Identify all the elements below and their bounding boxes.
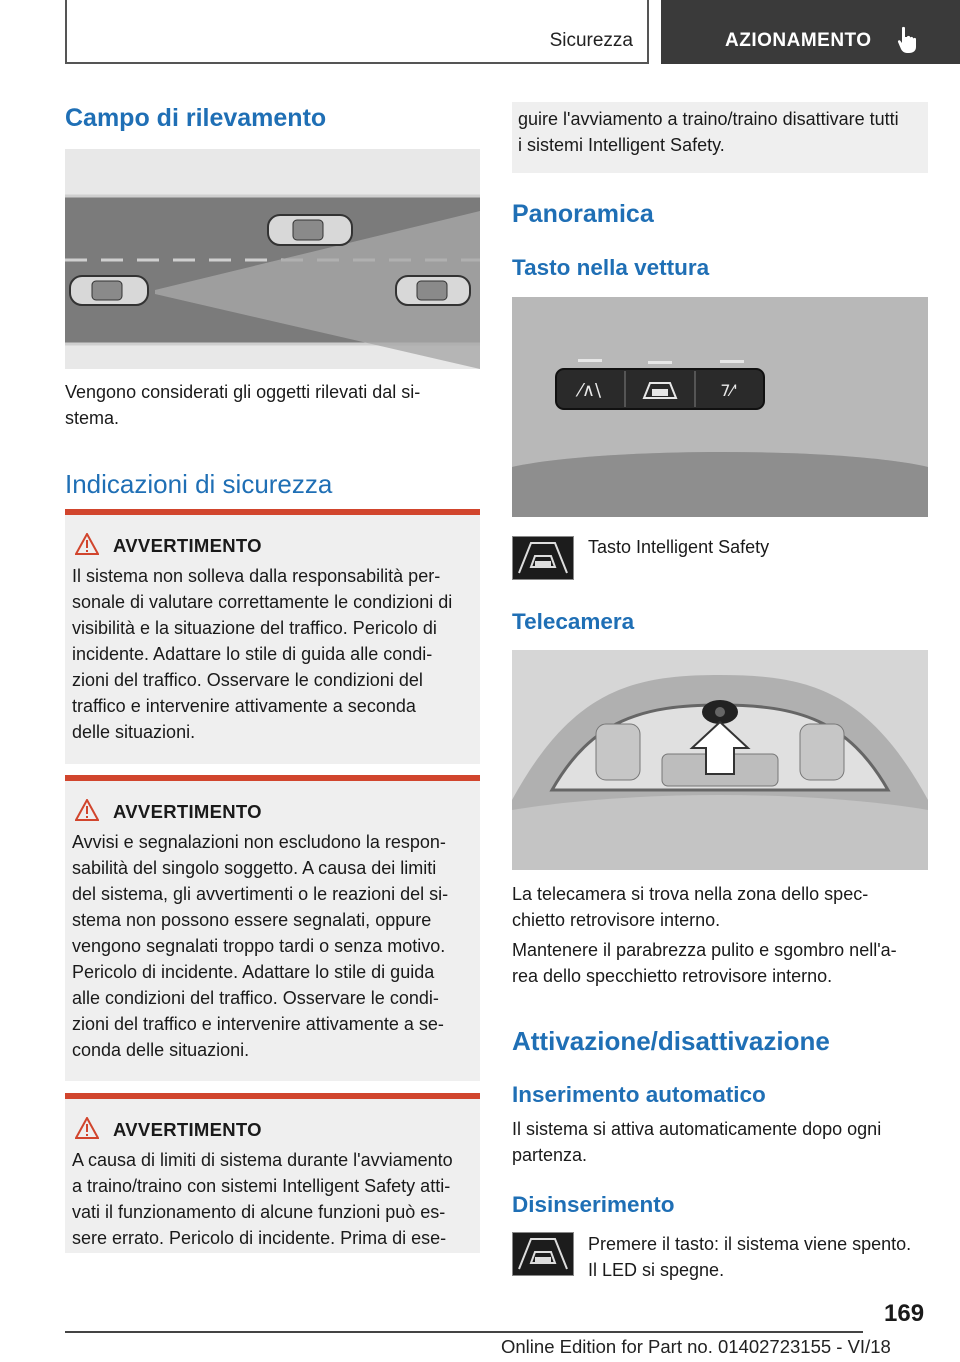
hand-pointer-icon xyxy=(896,26,922,54)
warning-box-2 xyxy=(65,775,480,1081)
page-number: 169 xyxy=(884,1300,925,1327)
title-auto: Inserimento automatico xyxy=(512,1082,766,1107)
footer-divider xyxy=(65,1331,863,1333)
warning-bar xyxy=(65,509,480,515)
auto-text: Il sistema si attiva automaticamente dopo ogni partenza. xyxy=(512,1119,882,1165)
intelligent-safety-button-icon xyxy=(512,536,574,580)
warning-triangle-icon xyxy=(75,533,99,555)
button-panel-illustration xyxy=(512,297,928,517)
title-activation: Attivazione/disattivazione xyxy=(512,1026,830,1056)
warning-text: Avvisi e segnalazioni non escludono la respon‐ sabilità del singolo soggetto. A causa dei limiti del sistema, gli avvertimenti o le reazioni del si‐ stema non possono essere segnalati, oppure vengono segnalati troppo tardi o senza motivo. Pericolo di incidente. Adattare lo stile di guida alle condizioni del traffico. Osservare le condi‐ zioni del traffico e intervenire attivamente a se‐ conda delle situazioni. xyxy=(72,832,449,1060)
detection-illustration xyxy=(65,149,480,369)
car-ahead-1 xyxy=(268,215,352,245)
header-section-label: Sicurezza xyxy=(549,30,633,51)
warning-bar xyxy=(65,1093,480,1099)
detection-caption: Vengono considerati gli oggetti rilevati dal si‐ stema. xyxy=(65,382,421,428)
button-caption: Tasto Intelligent Safety xyxy=(588,537,770,557)
title-button: Tasto nella vettura xyxy=(512,255,710,280)
warning-triangle-icon xyxy=(75,799,99,821)
car-ego xyxy=(70,276,148,305)
camera-text-1: La telecamera si trova nella zona dello spec‐ chietto retrovisore interno. xyxy=(512,884,869,930)
camera-figure xyxy=(512,650,928,870)
title-camera: Telecamera xyxy=(512,609,635,634)
warning-title: AVVERTIMENTO xyxy=(113,1119,262,1140)
warning-text: A causa di limiti di sistema durante l'avviamento a traino/traino con sistemi Intelligent Safety atti‐ vati il funzionamento di alcune funzioni può es‐ sere errato. Pericolo di incidente. Prima di ese‐ xyxy=(72,1150,453,1248)
continued-note-box xyxy=(512,102,928,173)
title-safety: Indicazioni di sicurezza xyxy=(65,469,333,499)
header-tab[interactable] xyxy=(661,0,960,64)
footer-edition: Online Edition for Part no. 01402723155 - VI/18 xyxy=(501,1336,891,1357)
title-overview: Panoramica xyxy=(512,200,654,228)
warning-title: AVVERTIMENTO xyxy=(113,535,262,556)
detection-figure xyxy=(65,149,480,369)
off-text: Premere il tasto: il sistema viene spento. Il LED si spegne. xyxy=(588,1234,912,1280)
title-off: Disinserimento xyxy=(512,1192,675,1217)
button-figure xyxy=(512,297,928,517)
svg-text:7⁄': 7⁄' xyxy=(720,381,738,400)
camera-text-2: Mantenere il parabrezza pulito e sgombro nell'a‐ rea dello specchietto retrovisore interno. xyxy=(512,940,897,986)
warning-title: AVVERTIMENTO xyxy=(113,801,262,822)
car-ahead-2 xyxy=(396,276,470,305)
intelligent-safety-button-icon xyxy=(512,1232,574,1276)
svg-text:⁄∧\: ⁄∧\ xyxy=(578,380,602,401)
header-frame xyxy=(65,0,649,64)
warning-box-1 xyxy=(65,509,480,764)
warning-triangle-icon xyxy=(75,1117,99,1139)
continued-text: guire l'avviamento a traino/traino disattivare tutti i sistemi Intelligent Safety. xyxy=(518,109,899,155)
header-tab-label: AZIONAMENTO xyxy=(725,30,872,51)
title-detection: Campo di rilevamento xyxy=(65,104,327,132)
warning-bar xyxy=(65,775,480,781)
warning-text: Il sistema non solleva dalla responsabilità per‐ sonale di valutare correttamente le condizioni di visibilità e la situazione del traffico. Pericolo di incidente. Adattare lo stile di guida alle condi‐ zioni del traffico. Osservare le condizioni del traffico e intervenire attivamente a seconda delle situazioni. xyxy=(72,566,453,742)
warning-box-3 xyxy=(65,1093,480,1253)
camera-illustration xyxy=(512,650,928,870)
